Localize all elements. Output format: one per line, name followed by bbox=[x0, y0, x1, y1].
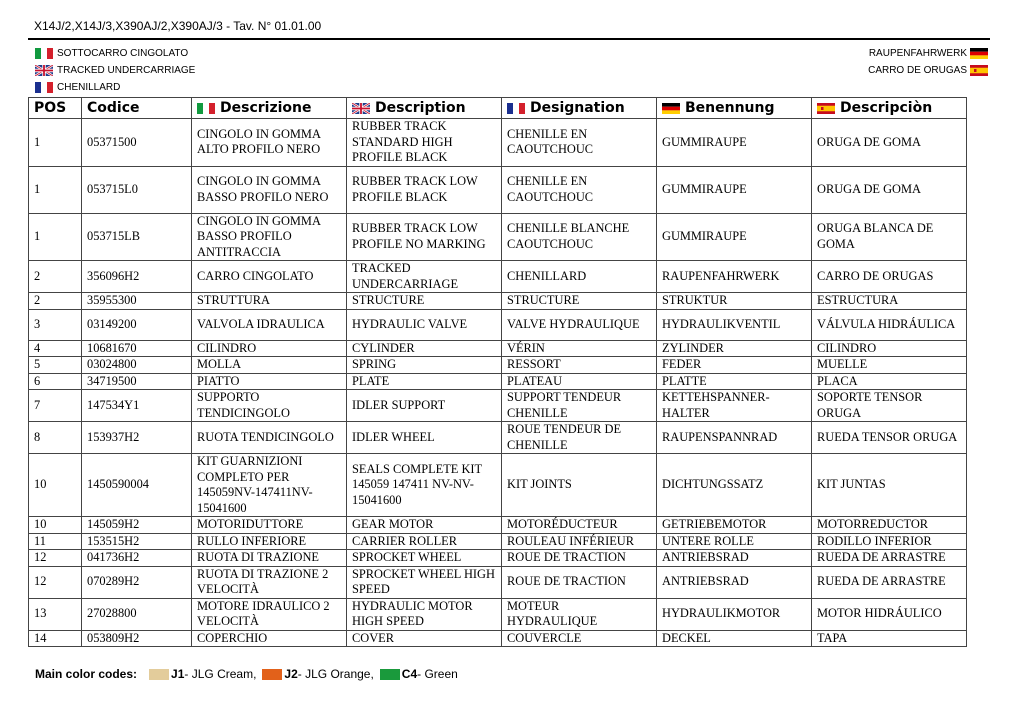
cell-descripcion: SOPORTE TENSOR ORUGA bbox=[812, 390, 967, 422]
cell-descrizione: KIT GUARNIZIONI COMPLETO PER 145059NV-147411NV-15041600 bbox=[192, 454, 347, 517]
cell-designation: RESSORT bbox=[502, 357, 657, 374]
cell-description: IDLER WHEEL bbox=[347, 422, 502, 454]
table-row bbox=[29, 550, 967, 567]
cell-pos: 1 bbox=[29, 213, 82, 261]
cell-description: GEAR MOTOR bbox=[347, 517, 502, 534]
subtitle-text: RAUPENFAHRWERK bbox=[868, 48, 967, 59]
cell-designation: KIT JOINTS bbox=[502, 454, 657, 517]
cell-descrizione: SUPPORTO TENDICINGOLO bbox=[192, 390, 347, 422]
cell-descripcion: RODILLO INFERIOR bbox=[812, 533, 967, 550]
cell-descrizione: CARRO CINGOLATO bbox=[192, 261, 347, 293]
cell-pos: 1 bbox=[29, 166, 82, 213]
cell-designation: CHENILLARD bbox=[502, 261, 657, 293]
cell-description: HYDRAULIC VALVE bbox=[347, 309, 502, 340]
cell-descripcion: VÁLVULA HIDRÁULICA bbox=[812, 309, 967, 340]
cell-designation: CHENILLE BLANCHE CAOUTCHOUC bbox=[502, 213, 657, 261]
cell-pos: 5 bbox=[29, 357, 82, 374]
cell-designation: COUVERCLE bbox=[502, 630, 657, 647]
cell-designation: VALVE HYDRAULIQUE bbox=[502, 309, 657, 340]
cell-description: CARRIER ROLLER bbox=[347, 533, 502, 550]
cell-descrizione: PIATTO bbox=[192, 373, 347, 390]
cell-codice: 03024800 bbox=[82, 357, 192, 374]
cell-codice: 10681670 bbox=[82, 340, 192, 357]
cell-codice: 070289H2 bbox=[82, 566, 192, 598]
table-row bbox=[29, 390, 967, 422]
table-row bbox=[29, 373, 967, 390]
header-divider bbox=[28, 38, 990, 40]
cell-descripcion: RUEDA DE ARRASTRE bbox=[812, 566, 967, 598]
cell-benennung: GUMMIRAUPE bbox=[657, 213, 812, 261]
cell-designation: ROUE DE TRACTION bbox=[502, 566, 657, 598]
cell-pos: 4 bbox=[29, 340, 82, 357]
cell-pos: 12 bbox=[29, 550, 82, 567]
cell-pos: 10 bbox=[29, 454, 82, 517]
cell-benennung: GUMMIRAUPE bbox=[657, 119, 812, 167]
cell-descripcion: MOTOR HIDRÁULICO bbox=[812, 598, 967, 630]
cell-descripcion: ESTRUCTURA bbox=[812, 293, 967, 310]
table-row bbox=[29, 166, 967, 213]
cell-benennung: HYDRAULIKMOTOR bbox=[657, 598, 812, 630]
cell-pos: 10 bbox=[29, 517, 82, 534]
cell-designation: ROULEAU INFÉRIEUR bbox=[502, 533, 657, 550]
cell-descrizione: RULLO INFERIORE bbox=[192, 533, 347, 550]
color-swatch bbox=[149, 669, 169, 680]
cell-codice: 35955300 bbox=[82, 293, 192, 310]
fr-flag-icon bbox=[507, 103, 525, 114]
cell-pos: 2 bbox=[29, 261, 82, 293]
cell-descrizione: MOTORE IDRAULICO 2 VELOCITÀ bbox=[192, 598, 347, 630]
cell-descripcion: ORUGA DE GOMA bbox=[812, 119, 967, 167]
subtitle-text: TRACKED UNDERCARRIAGE bbox=[57, 65, 196, 76]
cell-pos: 2 bbox=[29, 293, 82, 310]
cell-descrizione: CILINDRO bbox=[192, 340, 347, 357]
cell-pos: 8 bbox=[29, 422, 82, 454]
cell-codice: 153937H2 bbox=[82, 422, 192, 454]
cell-benennung: DECKEL bbox=[657, 630, 812, 647]
table-row bbox=[29, 119, 967, 167]
cell-descrizione: CINGOLO IN GOMMA BASSO PROFILO NERO bbox=[192, 166, 347, 213]
cell-designation: CHENILLE EN CAOUTCHOUC bbox=[502, 166, 657, 213]
cell-descripcion: MOTORREDUCTOR bbox=[812, 517, 967, 534]
cell-descrizione: STRUTTURA bbox=[192, 293, 347, 310]
subtitle-right-block bbox=[868, 45, 988, 79]
cell-descripcion: CARRO DE ORUGAS bbox=[812, 261, 967, 293]
cell-description: COVER bbox=[347, 630, 502, 647]
table-row bbox=[29, 454, 967, 517]
es-flag-icon bbox=[970, 65, 988, 76]
table-row bbox=[29, 357, 967, 374]
table-row bbox=[29, 309, 967, 340]
cell-descripcion: ORUGA DE GOMA bbox=[812, 166, 967, 213]
table-row bbox=[29, 213, 967, 261]
column-header-descrizione: Descrizione bbox=[192, 98, 347, 119]
cell-benennung: ANTRIEBSRAD bbox=[657, 550, 812, 567]
subtitle-french bbox=[35, 79, 195, 96]
cell-descrizione: RUOTA DI TRAZIONE 2 VELOCITÀ bbox=[192, 566, 347, 598]
subtitle-text: SOTTOCARRO CINGOLATO bbox=[57, 48, 189, 59]
cell-description: TRACKED UNDERCARRIAGE bbox=[347, 261, 502, 293]
table-row bbox=[29, 293, 967, 310]
cell-codice: 053715LB bbox=[82, 213, 192, 261]
column-header-codice: Codice bbox=[82, 98, 192, 119]
cell-designation: VÉRIN bbox=[502, 340, 657, 357]
table-row bbox=[29, 630, 967, 647]
cell-description: RUBBER TRACK STANDARD HIGH PROFILE BLACK bbox=[347, 119, 502, 167]
color-swatch bbox=[380, 669, 400, 680]
cell-codice: 053809H2 bbox=[82, 630, 192, 647]
legend-item: J2 - JLG Orange, bbox=[262, 667, 373, 681]
parts-table-body bbox=[29, 119, 967, 647]
cell-pos: 12 bbox=[29, 566, 82, 598]
cell-descrizione: RUOTA DI TRAZIONE bbox=[192, 550, 347, 567]
cell-pos: 11 bbox=[29, 533, 82, 550]
cell-descripcion: PLACA bbox=[812, 373, 967, 390]
cell-codice: 145059H2 bbox=[82, 517, 192, 534]
de-flag-icon bbox=[662, 103, 680, 114]
cell-pos: 3 bbox=[29, 309, 82, 340]
it-flag-icon bbox=[35, 48, 53, 59]
color-swatch bbox=[262, 669, 282, 680]
subtitle-left-block bbox=[35, 45, 195, 96]
cell-descrizione: MOTORIDUTTORE bbox=[192, 517, 347, 534]
de-flag-icon bbox=[970, 48, 988, 59]
cell-benennung: PLATTE bbox=[657, 373, 812, 390]
cell-description: STRUCTURE bbox=[347, 293, 502, 310]
cell-pos: 7 bbox=[29, 390, 82, 422]
column-header-designation: Designation bbox=[502, 98, 657, 119]
column-header-pos: POS bbox=[29, 98, 82, 119]
table-row bbox=[29, 533, 967, 550]
cell-designation: PLATEAU bbox=[502, 373, 657, 390]
legend-label: Main color codes: bbox=[35, 667, 138, 681]
cell-codice: 03149200 bbox=[82, 309, 192, 340]
cell-codice: 356096H2 bbox=[82, 261, 192, 293]
document-title: X14J/2,X14J/3,X390AJ/2,X390AJ/3 - Tav. N° 01.01.00 bbox=[34, 19, 322, 33]
legend-item: C4 - Green bbox=[380, 667, 458, 681]
cell-benennung: RAUPENSPANNRAD bbox=[657, 422, 812, 454]
cell-benennung: STRUKTUR bbox=[657, 293, 812, 310]
it-flag-icon bbox=[197, 103, 215, 114]
cell-codice: 34719500 bbox=[82, 373, 192, 390]
cell-codice: 053715L0 bbox=[82, 166, 192, 213]
cell-codice: 05371500 bbox=[82, 119, 192, 167]
cell-descripcion: CILINDRO bbox=[812, 340, 967, 357]
cell-benennung: GETRIEBEMOTOR bbox=[657, 517, 812, 534]
cell-descrizione: MOLLA bbox=[192, 357, 347, 374]
subtitle-english bbox=[35, 62, 195, 79]
cell-description: SPROCKET WHEEL bbox=[347, 550, 502, 567]
cell-designation: ROUE DE TRACTION bbox=[502, 550, 657, 567]
cell-descrizione: VALVOLA IDRAULICA bbox=[192, 309, 347, 340]
cell-benennung: KETTEHSPANNER-HALTER bbox=[657, 390, 812, 422]
cell-benennung: UNTERE ROLLE bbox=[657, 533, 812, 550]
cell-pos: 1 bbox=[29, 119, 82, 167]
parts-table bbox=[28, 97, 967, 647]
cell-description: CYLINDER bbox=[347, 340, 502, 357]
cell-description: SPRING bbox=[347, 357, 502, 374]
es-flag-icon bbox=[817, 103, 835, 114]
cell-description: IDLER SUPPORT bbox=[347, 390, 502, 422]
cell-benennung: DICHTUNGSSATZ bbox=[657, 454, 812, 517]
cell-descripcion: KIT JUNTAS bbox=[812, 454, 967, 517]
cell-designation: CHENILLE EN CAOUTCHOUC bbox=[502, 119, 657, 167]
fr-flag-icon bbox=[35, 82, 53, 93]
color-legend bbox=[35, 667, 464, 681]
cell-codice: 27028800 bbox=[82, 598, 192, 630]
gb-flag-icon bbox=[35, 65, 53, 76]
legend-item: J1 - JLG Cream, bbox=[149, 667, 256, 681]
table-row bbox=[29, 566, 967, 598]
cell-descrizione: COPERCHIO bbox=[192, 630, 347, 647]
cell-pos: 6 bbox=[29, 373, 82, 390]
gb-flag-icon bbox=[352, 103, 370, 114]
cell-description: PLATE bbox=[347, 373, 502, 390]
column-header-description: Description bbox=[347, 98, 502, 119]
cell-descripcion: RUEDA TENSOR ORUGA bbox=[812, 422, 967, 454]
cell-description: RUBBER TRACK LOW PROFILE BLACK bbox=[347, 166, 502, 213]
subtitle-spanish bbox=[868, 62, 988, 79]
cell-description: SPROCKET WHEEL HIGH SPEED bbox=[347, 566, 502, 598]
cell-codice: 147534Y1 bbox=[82, 390, 192, 422]
column-header-descripcion: Descripciòn bbox=[812, 98, 967, 119]
cell-benennung: HYDRAULIKVENTIL bbox=[657, 309, 812, 340]
cell-codice: 1450590004 bbox=[82, 454, 192, 517]
cell-designation: SUPPORT TENDEUR CHENILLE bbox=[502, 390, 657, 422]
cell-benennung: ZYLINDER bbox=[657, 340, 812, 357]
cell-codice: 041736H2 bbox=[82, 550, 192, 567]
cell-benennung: RAUPENFAHRWERK bbox=[657, 261, 812, 293]
table-header-row bbox=[29, 98, 967, 119]
cell-designation: STRUCTURE bbox=[502, 293, 657, 310]
cell-descripcion: MUELLE bbox=[812, 357, 967, 374]
cell-description: SEALS COMPLETE KIT 145059 147411 NV-NV-15041600 bbox=[347, 454, 502, 517]
cell-pos: 14 bbox=[29, 630, 82, 647]
cell-descripcion: TAPA bbox=[812, 630, 967, 647]
cell-descrizione: RUOTA TENDICINGOLO bbox=[192, 422, 347, 454]
cell-benennung: ANTRIEBSRAD bbox=[657, 566, 812, 598]
cell-designation: ROUE TENDEUR DE CHENILLE bbox=[502, 422, 657, 454]
table-row bbox=[29, 422, 967, 454]
subtitle-german bbox=[868, 45, 988, 62]
table-row bbox=[29, 598, 967, 630]
cell-designation: MOTEUR HYDRAULIQUE bbox=[502, 598, 657, 630]
cell-benennung: FEDER bbox=[657, 357, 812, 374]
cell-pos: 13 bbox=[29, 598, 82, 630]
table-row bbox=[29, 261, 967, 293]
table-row bbox=[29, 340, 967, 357]
cell-descripcion: RUEDA DE ARRASTRE bbox=[812, 550, 967, 567]
cell-descrizione: CINGOLO IN GOMMA BASSO PROFILO ANTITRACCIA bbox=[192, 213, 347, 261]
table-row bbox=[29, 517, 967, 534]
subtitle-text: CHENILLARD bbox=[57, 82, 121, 93]
cell-benennung: GUMMIRAUPE bbox=[657, 166, 812, 213]
cell-descripcion: ORUGA BLANCA DE GOMA bbox=[812, 213, 967, 261]
column-header-benennung: Benennung bbox=[657, 98, 812, 119]
cell-description: RUBBER TRACK LOW PROFILE NO MARKING bbox=[347, 213, 502, 261]
cell-descrizione: CINGOLO IN GOMMA ALTO PROFILO NERO bbox=[192, 119, 347, 167]
cell-codice: 153515H2 bbox=[82, 533, 192, 550]
cell-designation: MOTORÉDUCTEUR bbox=[502, 517, 657, 534]
subtitle-italian bbox=[35, 45, 195, 62]
subtitle-text: CARRO DE ORUGAS bbox=[868, 65, 967, 76]
cell-description: HYDRAULIC MOTOR HIGH SPEED bbox=[347, 598, 502, 630]
